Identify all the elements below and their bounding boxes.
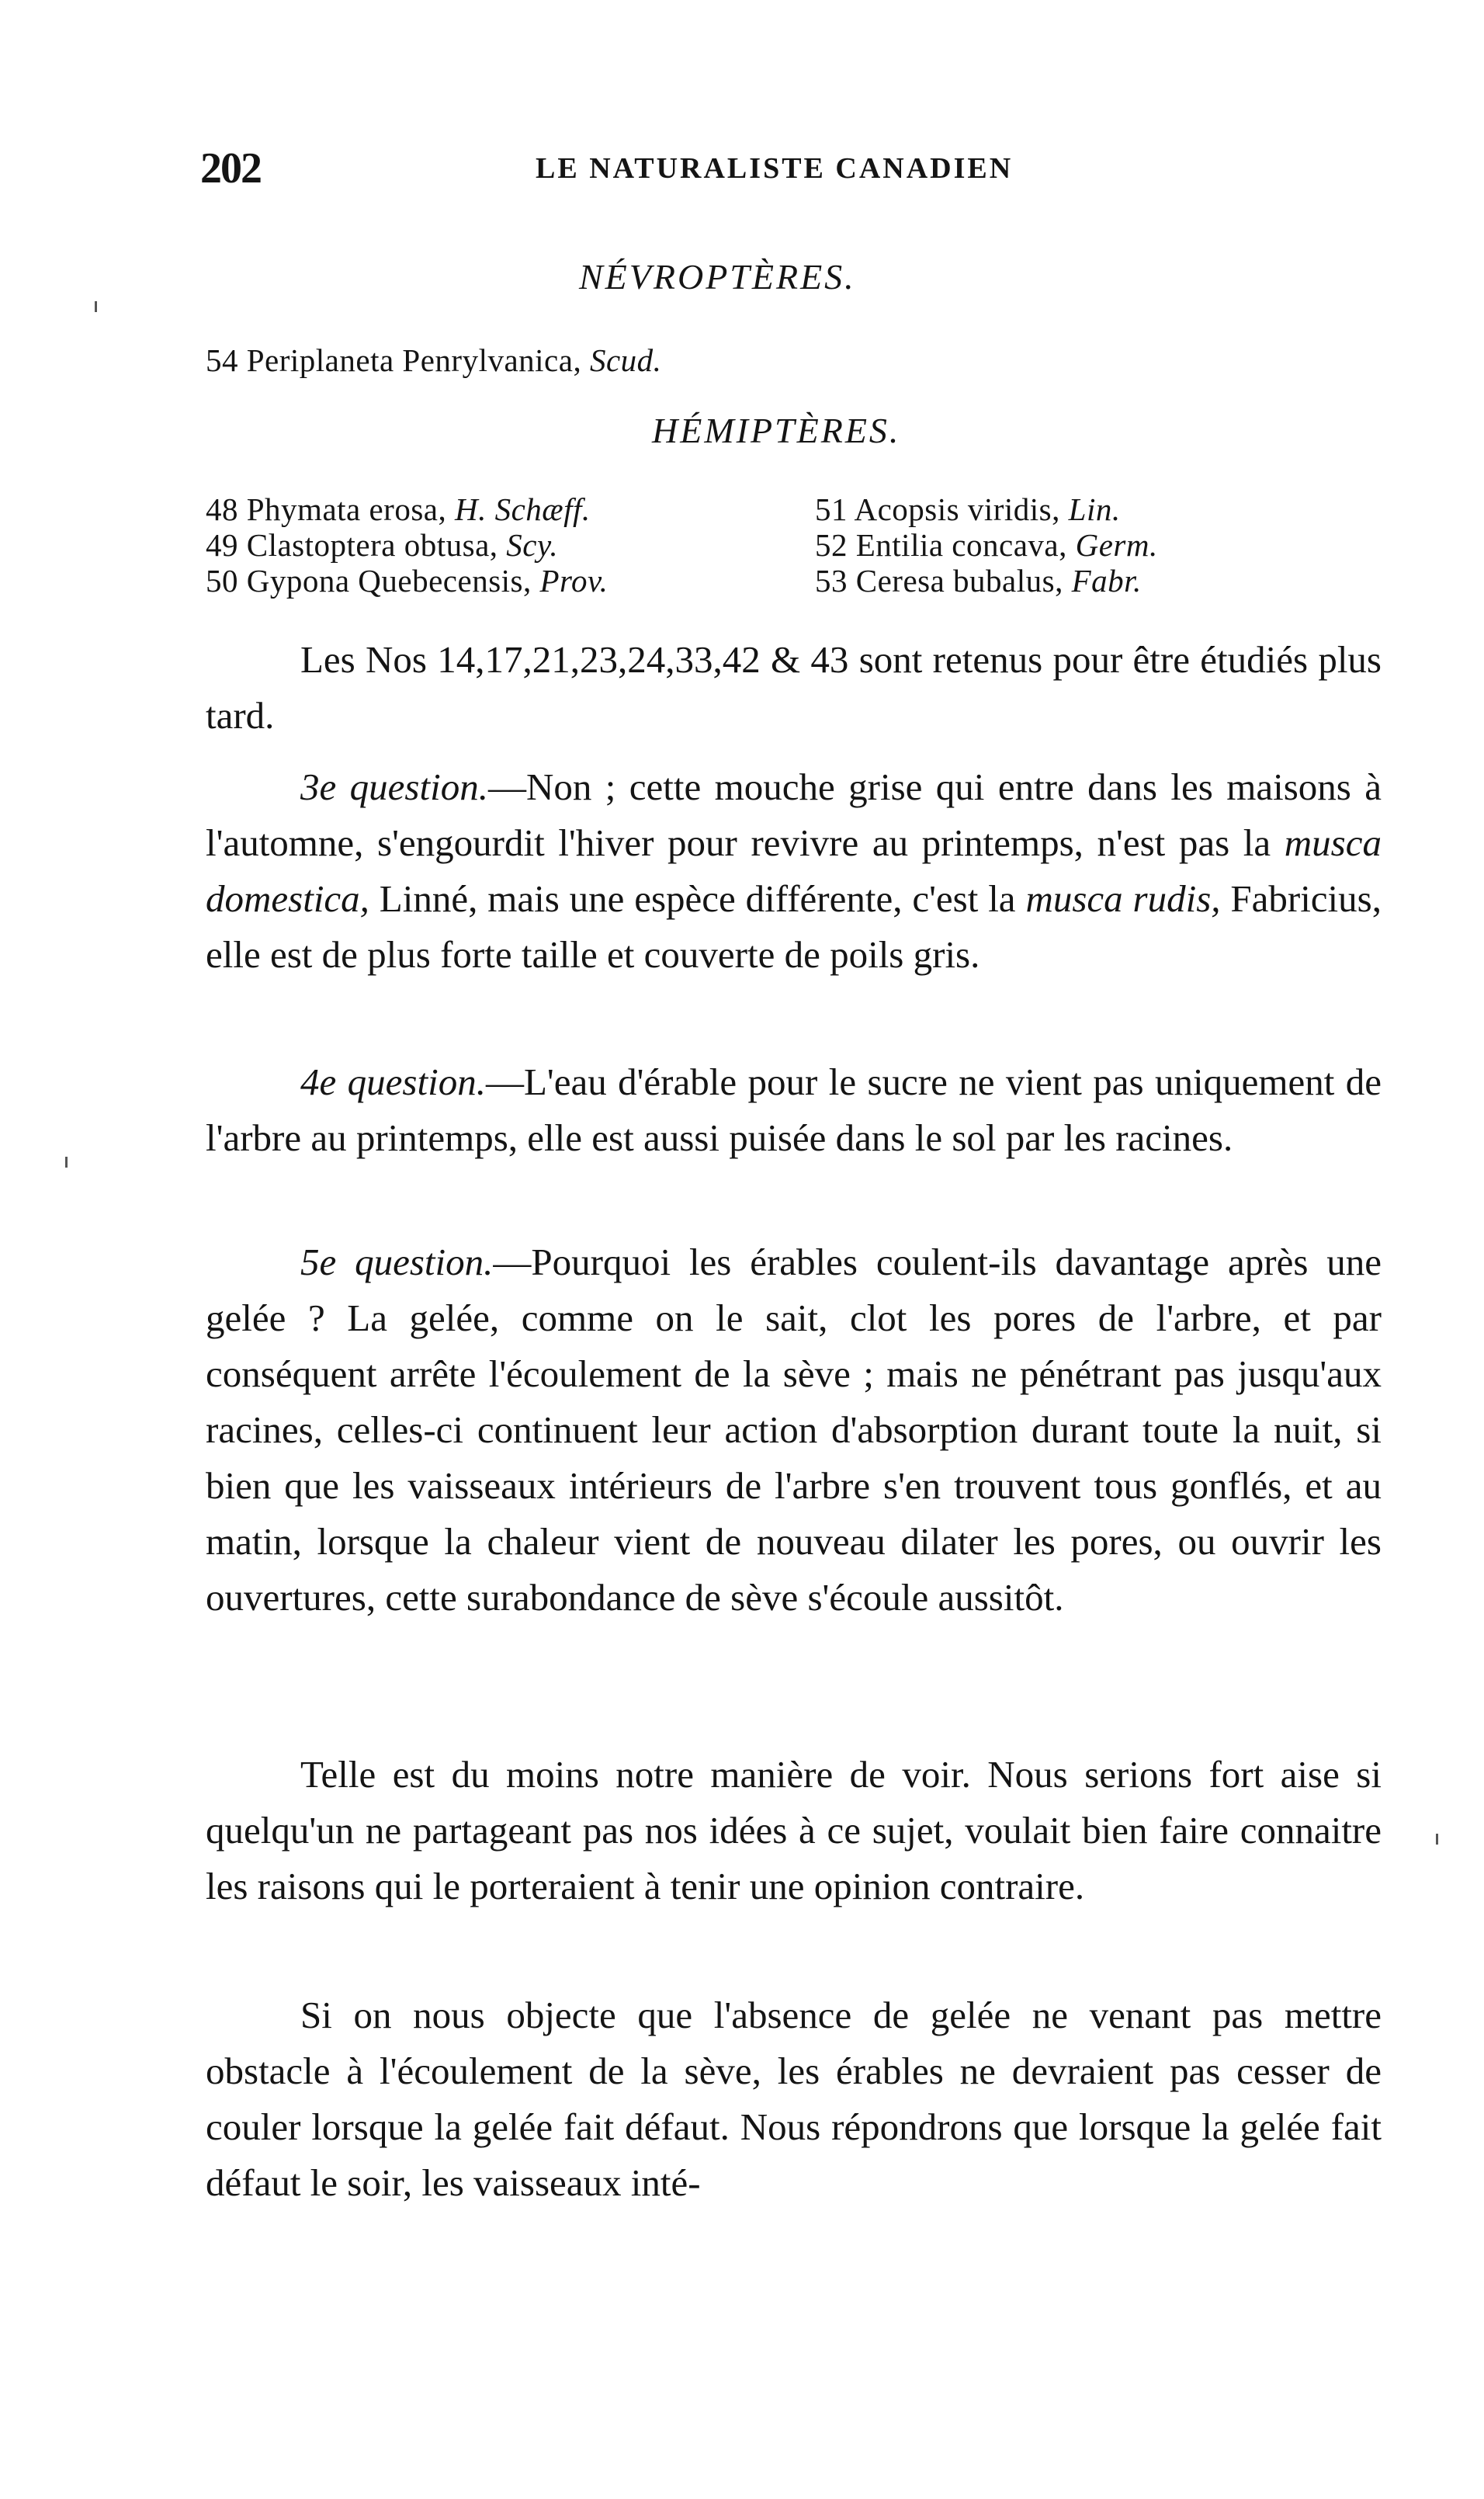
scan-speck	[1436, 1834, 1438, 1845]
running-title: LE NATURALISTE CANADIEN	[536, 152, 1014, 185]
species-author: Scud.	[589, 342, 662, 378]
species-author: Prov.	[539, 563, 609, 599]
paragraph-objection: Si on nous objecte que l'absence de gelée ne venant pas mettre obstacle à l'écoulement de la sève, les érables ne devraient pas cesser de couler lorsque la gelée fait défaut. Nous répondrons que lorsque la gelée fait défaut le soir, les vaisseaux inté-	[206, 1994, 1382, 2204]
paragraph-question-5: 5e question.—Pourquoi les érables coulent-ils davantage après une gelée ? La gelée, comme on le sait, clot les pores de l'arbre, et par conséquent arrête l'écoulement de la sève ; mais ne pénétrant pas jusqu'aux racines, celles-ci continuent leur action d'absorption durant toute la nuit, si bien que les vaisseaux intérieurs de l'arbre s'en trouvent tous gonflés, et au matin, lorsque la chaleur vient de nouveau dilater les pores, ou ouvrir les ouvertures, cette surabondance de sève s'écoule aussitôt.	[206, 1241, 1382, 1619]
question-label: 5e question.	[300, 1241, 494, 1283]
species-author: Fabr.	[1071, 563, 1142, 599]
species-number: 53	[815, 563, 848, 599]
hemipteres-heading: HÉMIPTÈRES.	[652, 411, 901, 450]
question-label: 3e question.	[300, 765, 488, 808]
page-header	[200, 144, 1209, 198]
species-entry	[206, 526, 558, 564]
scan-speck	[95, 301, 97, 312]
species-name: Phymata erosa,	[246, 491, 447, 527]
species-number: 48	[206, 491, 238, 527]
paragraph-retained-numbers: Les Nos 14,17,21,23,24,33,42 & 43 sont retenus pour être étudiés plus tard.	[206, 638, 1382, 737]
species-name: Acopsis viridis,	[854, 491, 1060, 527]
species-number: 52	[815, 527, 848, 563]
paragraph-question-3: 3e question.—Non ; cette mouche grise qui entre dans les maisons à l'automne, s'engourdit l'hiver pour revivre au printemps, n'est pas la musca domestica, Linné, mais une espèce différente, c'est la musca rudis, Fabricius, elle est de plus forte taille et couverte de poils gris.	[206, 765, 1382, 976]
species-number: 50	[206, 563, 238, 599]
species-name: Gypona Quebecensis,	[246, 563, 532, 599]
paragraph-opinion: Telle est du moins notre manière de voir. Nous serions fort aise si quelqu'un ne partageant pas nos idées à ce sujet, voulait bien faire connaitre les raisons qui le porteraient à tenir une opinion contraire.	[206, 1753, 1382, 1907]
species-name: Clastoptera obtusa,	[246, 527, 498, 563]
neuropteres-heading: NÉVROPTÈRES.	[579, 257, 856, 297]
paragraph-question-4: 4e question.—L'eau d'érable pour le sucre ne vient pas uniquement de l'arbre au printemps, elle est aussi puisée dans le sol par les racines.	[206, 1060, 1382, 1159]
species-number: 54	[206, 342, 238, 378]
species-name: Entilia concava,	[855, 527, 1067, 563]
species-entry	[815, 526, 1158, 564]
species-author: Germ.	[1075, 527, 1158, 563]
species-number: 51	[815, 491, 848, 527]
species-entry	[206, 491, 591, 528]
species-entry	[815, 491, 1121, 528]
species-entry	[206, 342, 661, 379]
species-author: H. Schæff.	[454, 491, 591, 527]
question-label: 4e question.	[300, 1060, 486, 1103]
species-author: Lin.	[1068, 491, 1121, 527]
species-name: Ceresa bubalus,	[855, 563, 1063, 599]
species-number: 49	[206, 527, 238, 563]
scan-speck	[65, 1157, 68, 1168]
species-name: Periplaneta Penrylvanica,	[246, 342, 582, 378]
page-number: 202	[200, 144, 261, 193]
species-author: Scy.	[506, 527, 559, 563]
species-entry	[206, 562, 608, 599]
species-entry	[815, 562, 1142, 599]
